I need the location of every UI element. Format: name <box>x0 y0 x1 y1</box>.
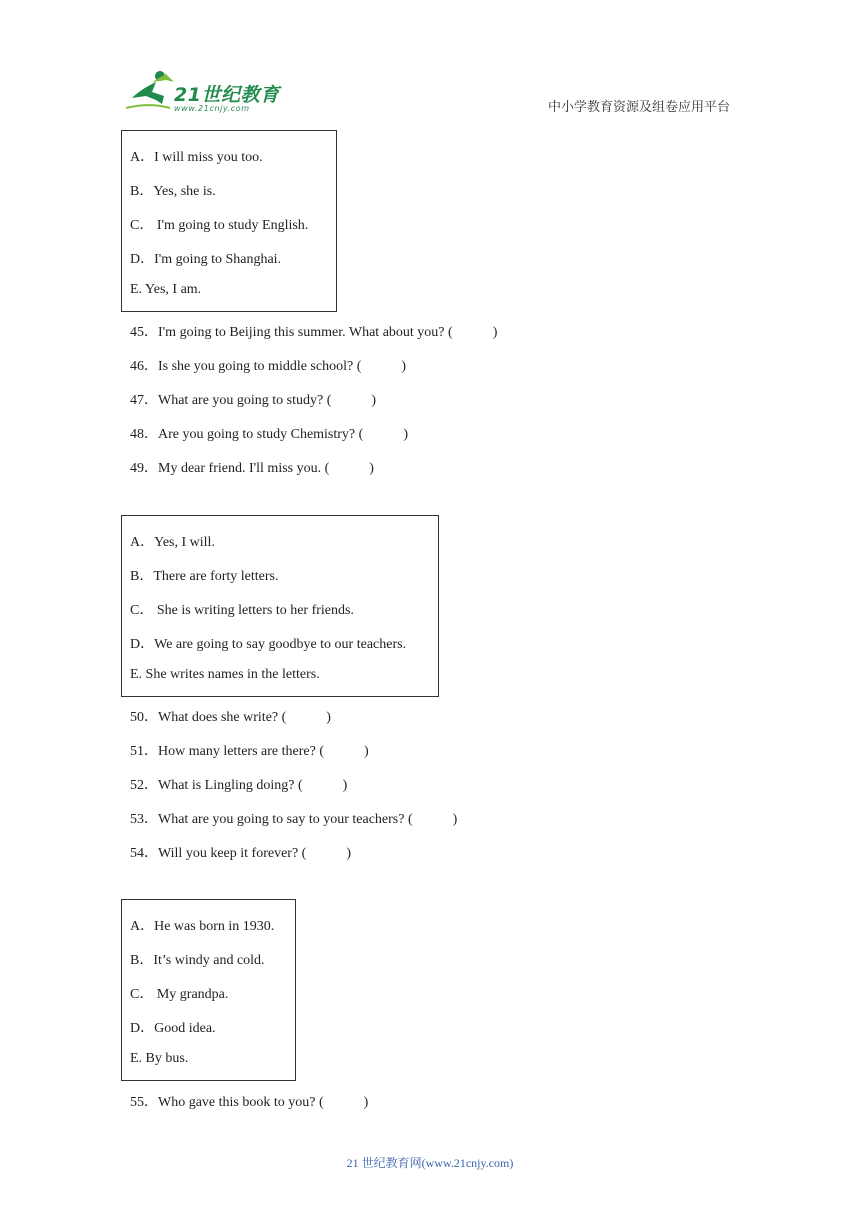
question-53: 53．What are you going to say to your teachers? ( ) <box>130 812 458 827</box>
logo-title: 21世纪教育 <box>174 84 280 106</box>
options-box-3 <box>121 899 296 1081</box>
option-d: D．We are going to say goodbye to our teachers. <box>130 637 407 652</box>
options-box-2 <box>121 515 439 697</box>
question-48: 48．Are you going to study Chemistry? ( ) <box>130 427 408 442</box>
question-50: 50．What does she write? ( ) <box>130 710 331 725</box>
options-box-1 <box>121 130 337 312</box>
question-49: 49．My dear friend. I'll miss you. ( ) <box>130 461 374 476</box>
question-47: 47．What are you going to study? ( ) <box>130 393 377 408</box>
question-55: 55．Who gave this book to you? ( ) <box>130 1095 369 1110</box>
option-a: A．Yes, I will. <box>130 535 215 550</box>
question-45: 45．I'm going to Beijing this summer. What about you? ( ) <box>130 325 498 340</box>
option-b: B．Yes, she is. <box>130 184 216 199</box>
question-51: 51．How many letters are there? ( ) <box>130 744 369 759</box>
option-b: B．There are forty letters. <box>130 569 279 584</box>
logo-url: www.21cnjy.com <box>174 104 250 113</box>
option-d: D．Good idea. <box>130 1021 216 1036</box>
option-d: D．I'm going to Shanghai. <box>130 252 282 267</box>
option-e: E. She writes names in the letters. <box>130 667 320 682</box>
option-a: A．I will miss you too. <box>130 150 263 165</box>
page-header <box>0 0 860 125</box>
option-b: B．It’s windy and cold. <box>130 953 265 968</box>
platform-title: 中小学教育资源及组卷应用平台 <box>547 99 730 114</box>
page-footer: 21 世纪教育网(www.21cnjy.com) <box>346 1156 514 1170</box>
question-52: 52．What is Lingling doing? ( ) <box>130 778 348 793</box>
option-a: A．He was born in 1930. <box>130 919 275 934</box>
option-c: C． She is writing letters to her friends. <box>130 603 354 618</box>
question-54: 54．Will you keep it forever? ( ) <box>130 846 351 861</box>
option-e: E. By bus. <box>130 1051 189 1066</box>
question-46: 46．Is she you going to middle school? ( ) <box>130 359 407 374</box>
option-c: C． I'm going to study English. <box>130 218 309 233</box>
option-c: C． My grandpa. <box>130 987 229 1002</box>
option-e: E. Yes, I am. <box>130 282 202 297</box>
